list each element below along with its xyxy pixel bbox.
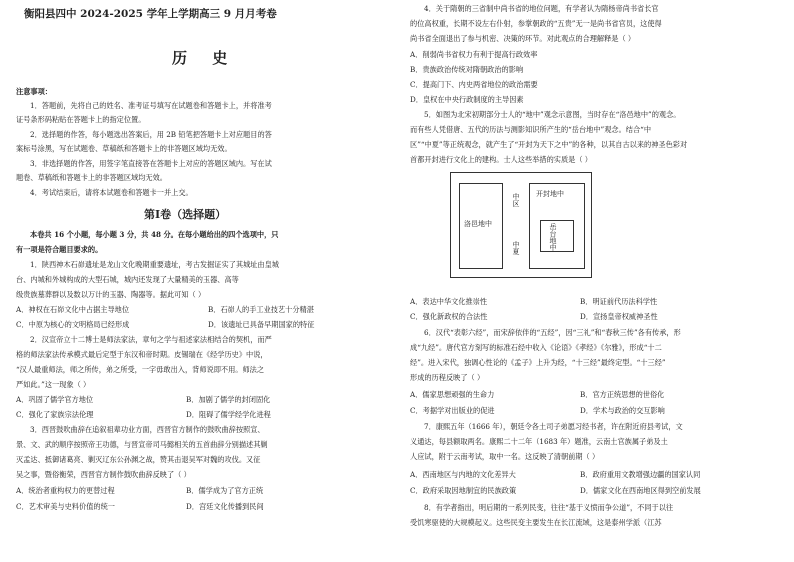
question-5-stem: 首都开封进行文化上的建构。士人这些举措的实质是（ ） bbox=[410, 155, 592, 164]
luoyi-box bbox=[459, 183, 503, 269]
question-2-stem: “汉人最重师法，师之所传，弟之所受，一字毋敢出入，背师说即不用。师法之 bbox=[16, 365, 265, 374]
q7-option-b[interactable]: B．政府重用文教增强边疆的国家认同 bbox=[580, 470, 701, 479]
q7-option-d[interactable]: D．儒家文化在西南地区得到空前发展 bbox=[580, 486, 701, 495]
question-6-stem: 成“九经”。唐代官方刻写的标准石经中收入《论语》《孝经》《尔雅》，形成“十二 bbox=[410, 343, 662, 352]
q5-option-b[interactable]: B．明证前代历法科学性 bbox=[580, 297, 658, 306]
question-4-stem: 尚书省全面退出了参与机密、决策的环节。对此观点的合理解释是（ ） bbox=[410, 34, 636, 43]
question-7-stem: 人应试，附于云南考试，取中一名。这反映了清朝前期（ ） bbox=[410, 452, 600, 461]
note-line: 2．选择题的作答，每小题选出答案后，用 2B 铅笔把答题卡上对应题目的答 bbox=[30, 130, 272, 139]
question-2-stem: 格的师法家法传承模式最后定型于东汉和帝时期。皮锡瑞在《经学历史》中说， bbox=[16, 350, 268, 359]
q7-option-c[interactable]: C．政府采取因地制宜的民族政策 bbox=[410, 486, 517, 495]
question-4-stem: 的位高权重，长期不设左右仆射，参掌朝政的“五贵”无一是尚书省官员，这使得 bbox=[410, 19, 662, 28]
luoyi-label: 洛邑地中 bbox=[464, 220, 492, 228]
question-8-stem: 8．有学者指出，明后期的一系列民变，往往“基于义愤而争公道”，不同于以往 bbox=[424, 503, 674, 512]
question-3-stem: 3．西晋鼓吹曲辞在追叙祖辈功业方面，西晋官方制作的鼓吹曲辞按照宣、 bbox=[30, 425, 265, 434]
question-5-stem: 而有些人凭借唐、五代的历法与测影知识所产生的“岳台地中”观念。结合“中 bbox=[410, 125, 652, 134]
q4-option-c[interactable]: C．提高门下、内史两省地位的政治需要 bbox=[410, 80, 538, 89]
q2-option-b[interactable]: B．加剧了儒学的封闭固化 bbox=[186, 395, 271, 404]
center-bottom-label: 中夏 bbox=[512, 241, 520, 255]
q3-option-a[interactable]: A．统治者重构权力的更替过程 bbox=[16, 486, 115, 495]
question-1-stem: 级贵族墓葬群以及数以万计的玉器、陶器等。据此可知（ ） bbox=[16, 290, 206, 299]
question-8-stem: 受饥寒驱使的大规模起义。这些民变主要发生在长江流域，这是泰州学派（江苏 bbox=[410, 518, 662, 527]
q4-option-a[interactable]: A．削弱尚书省权力有利于提高行政效率 bbox=[410, 50, 538, 59]
q4-option-b[interactable]: B．贵族政治传统对隋朝政治的影响 bbox=[410, 65, 524, 74]
q2-option-d[interactable]: D．阻碍了儒学经学化进程 bbox=[186, 410, 271, 419]
exam-title: 衡阳县四中 2024-2025 学年上学期高三 9 月月考卷 bbox=[24, 8, 277, 20]
kaifeng-box bbox=[529, 183, 585, 269]
subject-title: 历 史 bbox=[172, 49, 238, 67]
yuetai-label: 岳台地中 bbox=[549, 223, 557, 251]
q1-option-b[interactable]: B．石峁人的手工业技艺十分精湛 bbox=[208, 305, 314, 314]
q6-option-b[interactable]: B．官方正统思想的世俗化 bbox=[580, 390, 665, 399]
question-3-stem: 灭孟达、抵御诸葛亮、剿灭辽东公孙渊之战，赞其击退吴军对魏的攻伐。又征 bbox=[16, 455, 261, 464]
question-5-stem: 5．如图为北宋初期部分士人的“地中”观念示意图，当时存在“洛邑地中”的观念。 bbox=[424, 110, 681, 119]
question-6-stem: 经”。进入宋代，独调心性论的《孟子》上升为经，“十三经”最终定型。“十三经” bbox=[410, 358, 666, 367]
kaifeng-label: 开封地中 bbox=[536, 190, 564, 198]
question-5-stem: 区”“中夏”等正统观念，就产生了“开封为天下之中”的各种，以其自古以来的神圣色彩对 bbox=[410, 140, 688, 149]
note-line: 4．考试结束后，请将本试题卷和答题卡一并上交。 bbox=[30, 188, 193, 197]
difang-diagram bbox=[450, 172, 592, 278]
question-6-stem: 6．汉代“表彰六经”，而宋辞依伴的“五经”，因“三礼”和“春秋三传”各有传承，形 bbox=[424, 328, 681, 337]
center-top-label: 中区 bbox=[512, 193, 520, 207]
note-line: 3．非选择题的作答，用签字笔直接答在答题卡上对应的答题区域内。写在试 bbox=[30, 159, 272, 168]
q1-option-c[interactable]: C．中原为核心的文明格局已经形成 bbox=[16, 320, 130, 329]
question-3-stem: 景、文、武的顺序按照帝王功德，与晋宣帝司马懿相关的五首曲辞分别描述其剿 bbox=[16, 440, 268, 449]
section-instructions: 有一项是符合题目要求的。 bbox=[16, 245, 103, 254]
q4-option-d[interactable]: D．皇权在中央行政制度的主导因素 bbox=[410, 95, 524, 104]
note-line: 题卷、草稿纸和答题卡上的非答题区域均无效。 bbox=[16, 173, 167, 182]
q5-option-d[interactable]: D．宣扬皇帝权威神圣性 bbox=[580, 312, 658, 321]
question-2-stem: 严如此。”这一现象（ ） bbox=[16, 380, 91, 389]
q2-option-c[interactable]: C．强化了家族宗法伦理 bbox=[16, 410, 94, 419]
note-line: 1．答题前，先将自己的姓名、准考证号填写在试题卷和答题卡上，并将准考 bbox=[30, 101, 272, 110]
section-title: 第Ⅰ卷（选择题） bbox=[144, 208, 227, 221]
q5-option-c[interactable]: C．强化新政权的合法性 bbox=[410, 312, 488, 321]
q6-option-d[interactable]: D．学术与政治的交互影响 bbox=[580, 406, 665, 415]
q5-option-a[interactable]: A．表达中华文化推崇性 bbox=[410, 297, 488, 306]
q7-option-a[interactable]: A．西南地区与内地的文化差异大 bbox=[410, 470, 516, 479]
note-line: 案标号涂黑，写在试题卷、草稿纸和答题卡上的非答题区域均无效。 bbox=[16, 144, 232, 153]
yuetai-box bbox=[540, 220, 574, 252]
q1-option-a[interactable]: A．神权在石峁文化中占据主导地位 bbox=[16, 305, 130, 314]
q3-option-b[interactable]: B．儒学成为了官方正统 bbox=[186, 486, 264, 495]
q6-option-a[interactable]: A．儒家思想顽强的生命力 bbox=[410, 390, 495, 399]
question-7-stem: 义通达，每县额取两名。康熙二十二年（1683 年）题准，云南土官族属子弟及土 bbox=[410, 437, 668, 446]
question-2-stem: 2．汉宣帝立十二博士是师法家法，章句之学与祖述家法相结合的契机，而严 bbox=[30, 335, 272, 344]
note-line: 证号条形码粘贴在答题卡上的指定位置。 bbox=[16, 115, 146, 124]
q1-option-d[interactable]: D．该遗址已具备早期国家的特征 bbox=[208, 320, 315, 329]
question-1-stem: 台、内城和外城构成的大型石城，城内还发现了大量精美的玉器、高等 bbox=[16, 275, 239, 284]
section-instructions: 本卷共 16 个小题，每小题 3 分，共 48 分。在每小题给出的四个选项中，只 bbox=[30, 230, 279, 239]
question-7-stem: 7．康熙五年（1666 年），朝廷令各土司子弟愿习经书者，许在附近府县考试，文 bbox=[424, 422, 683, 431]
q6-option-c[interactable]: C．考据学对出版业的促进 bbox=[410, 406, 495, 415]
notes-title: 注意事项： bbox=[16, 87, 52, 96]
question-3-stem: 吴之事，暨俗衡荣，西晋官方制作鼓吹曲辞反映了（ ） bbox=[16, 470, 191, 479]
question-1-stem: 1．陕西神木石峁遗址是龙山文化晚期重要遗址，考古发掘证实了其城址由皇城 bbox=[30, 260, 279, 269]
question-6-stem: 形成的历程反映了（ ） bbox=[410, 373, 485, 382]
q2-option-a[interactable]: A．巩固了儒学官方地位 bbox=[16, 395, 94, 404]
q3-option-d[interactable]: D．宫廷文化传播到民间 bbox=[186, 502, 264, 511]
q3-option-c[interactable]: C．艺术审美与史料价值的统一 bbox=[16, 502, 115, 511]
question-4-stem: 4．关于隋朝的三省制中尚书省的地位问题，有学者认为隋杨帝尚书省长官 bbox=[424, 4, 659, 13]
